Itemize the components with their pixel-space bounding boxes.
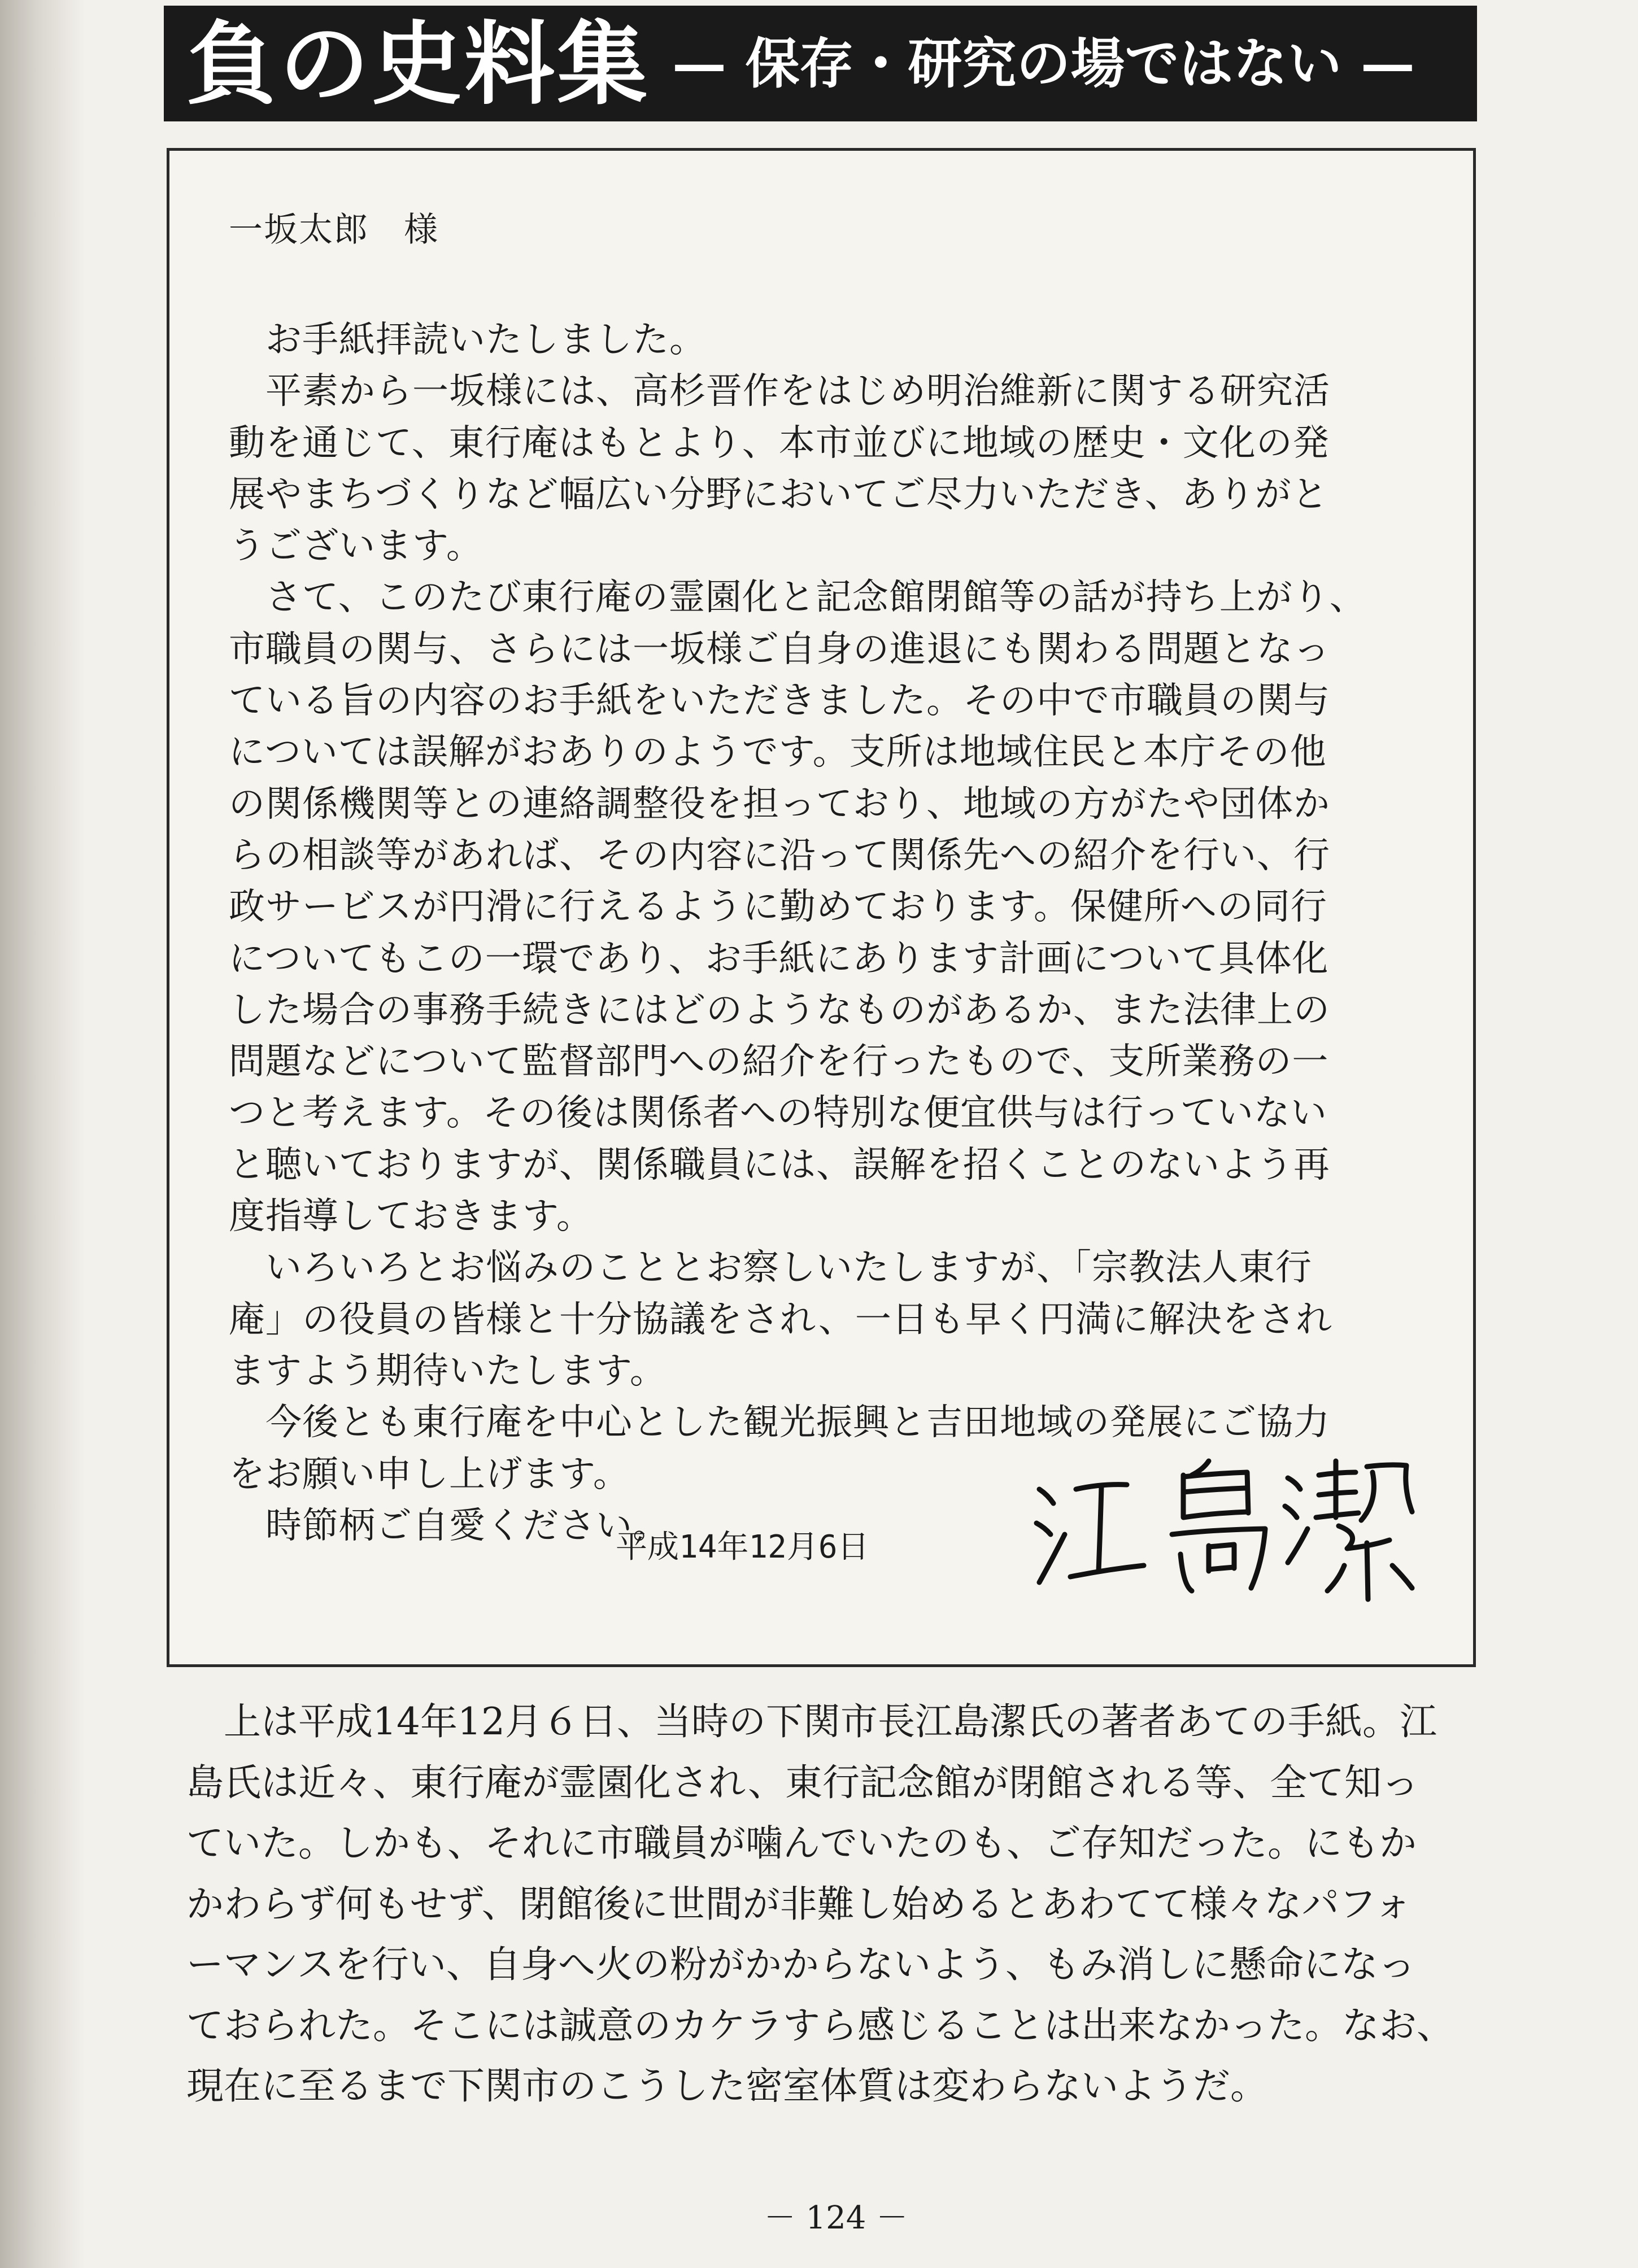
letter-line: うございます。 xyxy=(229,525,483,568)
caption-line: ておられた。そこには誠意のカケラすら感じることは出来なかった。なお、 xyxy=(186,2003,1454,2047)
letter-line: 問題などについて監督部門への紹介を行ったもので、支所業務の一 xyxy=(229,1041,1329,1083)
binding-shadow xyxy=(0,0,85,2268)
letter-line: については誤解がおありのようです。支所は地域住民と本庁その他 xyxy=(229,731,1327,774)
letter-body xyxy=(229,315,1404,1552)
letter-date: 平成14年12月6日 xyxy=(616,1529,869,1565)
handwritten-signature xyxy=(1022,1450,1429,1608)
letter-line: の関係機関等との連絡調整役を担っており、地域の方がたや団体か xyxy=(229,783,1330,825)
letter-addressee: 一坂太郎 様 xyxy=(229,210,439,250)
caption-paragraph xyxy=(186,1691,1485,2117)
letter-line: と聴いておりますが、関係職員には、誤解を招くことのないよう再 xyxy=(229,1144,1330,1186)
title-banner xyxy=(164,6,1477,121)
letter-line: 政サービスが円滑に行えるように勤めております。保健所への同行 xyxy=(229,886,1327,928)
letter-line: らの相談等があれば、その内容に沿って関係先への紹介を行い、行 xyxy=(229,834,1330,876)
letter-line: 展やまちづくりなど幅広い分野においてご尽力いただき、ありがと xyxy=(229,473,1328,516)
page-title: 負の史料集 xyxy=(186,10,650,117)
page-number: － 124 － xyxy=(764,2200,908,2236)
letter-line: 平素から一坂様には、高杉晋作をはじめ明治維新に関する研究活 xyxy=(229,370,1330,413)
letter-line: 度指導しておきます。 xyxy=(229,1196,593,1238)
letter-facsimile xyxy=(167,148,1476,1667)
letter-line: 時節柄ご自愛ください。 xyxy=(229,1504,669,1547)
letter-line: についてもこの一環であり、お手紙にあります計画について具体化 xyxy=(229,937,1329,980)
letter-line: お手紙拝読いたしました。 xyxy=(229,319,706,361)
letter-line: 市職員の関与、さらには一坂様ご自身の進退にも関わる問題となっ xyxy=(229,628,1330,670)
letter-line: いろいろとお悩みのこととお察しいたしますが、「宗教法人東行 xyxy=(229,1247,1312,1289)
caption-line: ていた。しかも、それに市職員が噛んでいたのも、ご存知だった。にもか xyxy=(186,1821,1417,1865)
caption-line: 現在に至るまで下関市のこうした密室体質は変わらないようだ。 xyxy=(186,2064,1267,2108)
caption-line: 上は平成14年12月６日、当時の下関市長江島潔氏の著者あての手紙。江 xyxy=(186,1700,1437,1743)
letter-line: をお願い申し上げます。 xyxy=(229,1453,630,1495)
caption-line: かわらず何もせず、閉館後に世間が非難し始めるとあわてて様々なパフォ xyxy=(186,1882,1412,1926)
letter-line: ている旨の内容のお手紙をいただきました。その中で市職員の関与 xyxy=(229,680,1330,722)
letter-line: 今後とも東行庵を中心とした観光振興と吉田地域の発展にご協力 xyxy=(229,1402,1330,1444)
letter-line: さて、このたび東行庵の霊園化と記念館閉館等の話が持ち上がり、 xyxy=(229,577,1366,619)
caption-line: ーマンスを行い、自身へ火の粉がかからないよう、もみ消しに懸命になっ xyxy=(186,1943,1416,1986)
letter-line: つと考えます。その後は関係者への特別な便宜供与は行っていない xyxy=(229,1092,1327,1135)
page-subtitle: — 保存・研究の場ではない — xyxy=(672,31,1415,95)
letter-line: ますよう期待いたします。 xyxy=(229,1350,666,1392)
letter-line: 庵」の役員の皆様と十分協議をされ、一日も早く円満に解決をされ xyxy=(229,1298,1332,1341)
letter-line: 動を通じて、東行庵はもとより、本市並びに地域の歴史・文化の発 xyxy=(229,422,1330,464)
letter-line: した場合の事務手続きにはどのようなものがあるか、また法律上の xyxy=(229,989,1330,1031)
caption-line: 島氏は近々、東行庵が霊園化され、東行記念館が閉館される等、全て知っ xyxy=(186,1760,1419,1804)
